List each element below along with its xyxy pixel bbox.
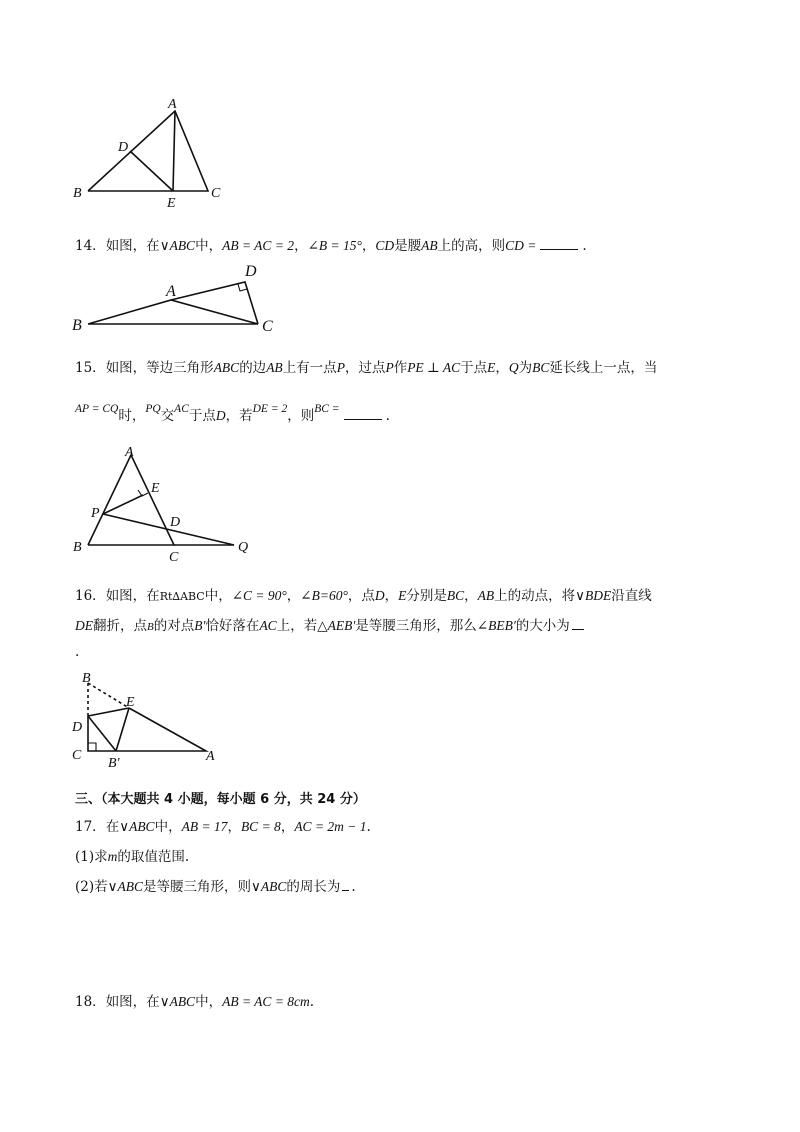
q17-abc3: ∨ABC [251, 879, 287, 894]
q14-end: . [582, 238, 587, 254]
q16-bde: ∨BDE [575, 588, 612, 603]
q16-text3: ，点 [347, 588, 375, 604]
q16-right-angle-mark [88, 743, 96, 751]
q18-number: 18． [75, 994, 106, 1010]
q16-ac: AC [259, 618, 277, 633]
q18-text2: 中， [195, 994, 223, 1010]
q15-pe: PE ⊥ AC [407, 360, 461, 375]
q15-pq: PQ [145, 403, 161, 415]
q14-sep1: ， [294, 238, 308, 254]
q16-label-b: B [82, 671, 91, 686]
q18-cond: AB = AC = 8cm [222, 994, 310, 1009]
q17-part1 [75, 845, 189, 865]
q13-triangle [88, 111, 208, 191]
q13-label-a: A [168, 97, 177, 112]
q16-text1: 如图，在 [105, 588, 160, 604]
q13-label-d: D [118, 140, 129, 155]
q16-angle: ∠BEB′ [476, 618, 516, 633]
q16-number: 16． [75, 588, 106, 604]
q16-text9: 恰好落在 [205, 618, 260, 634]
q16-de: DE [75, 618, 93, 633]
q14-label-c: C [262, 318, 273, 335]
q16-dashed-be [88, 683, 129, 708]
q15-segment-pq [103, 514, 234, 545]
q18-text [75, 990, 314, 1010]
q16-text12: 的大小为 [515, 618, 570, 634]
q16-text4: 分别是 [406, 588, 447, 604]
q15-end: . [385, 408, 390, 424]
q15-text12: ，则 [287, 408, 315, 424]
q13-altitude-ae [173, 111, 175, 191]
q15-ac: AC [174, 403, 189, 415]
q14-ab: AB [421, 238, 438, 253]
q15-p: P [336, 360, 345, 375]
q16-period: . [75, 644, 80, 660]
q15-label-q: Q [238, 540, 249, 555]
q15-shi: 时， [118, 408, 146, 424]
q14-sep2: ， [361, 238, 376, 254]
q17-part1-text: (1)求 [75, 849, 108, 865]
q16-period-line [75, 644, 79, 660]
q16-text5: 上的动点，将 [494, 588, 576, 604]
q14-answer-blank[interactable] [540, 237, 578, 250]
q17-part1b: 的取值范围. [117, 849, 190, 865]
q15-text11: ，若 [225, 408, 253, 424]
q15-label-b: B [73, 540, 82, 555]
q16-e: E [398, 588, 407, 603]
q18-abc: ∨ABC [159, 994, 196, 1009]
figure-q13 [68, 95, 228, 210]
q17-ab: AB = 17 [181, 819, 228, 834]
q14-triangle [88, 300, 258, 324]
q14-text [75, 234, 587, 254]
figure-q15 [68, 443, 268, 563]
q16-ab: AB [477, 588, 495, 603]
q18-end: . [309, 994, 315, 1010]
q16-sep1: ， [286, 588, 301, 604]
q16-segment-eb [116, 708, 129, 751]
q17-part2c: 的周长为 [286, 879, 341, 895]
q16-label-bprime: B′ [108, 756, 120, 768]
q15-ask: BC = [314, 403, 340, 415]
q17-text2: 中， [154, 819, 182, 835]
q17-end: . [366, 819, 371, 835]
q16-text6: 沿直线 [611, 588, 652, 604]
q17-part2b: 是等腰三角形，则 [143, 879, 252, 895]
q14-mid: 中， [195, 238, 223, 254]
q16-text2: 中， [204, 588, 232, 604]
q15-text9: 延长线上一点，当 [549, 360, 658, 376]
section3-title: 三、（本大题共 4 小题，每小题 6 分，共 24 分） [75, 792, 366, 807]
q15-q: Q [508, 360, 519, 375]
q15-text10: 于点 [188, 408, 216, 424]
q16-segment-db [88, 716, 116, 751]
q15-bc: BC [532, 360, 550, 375]
q14-label-b: B [72, 317, 82, 334]
q17-bc: BC = 8 [240, 819, 281, 834]
q16-b: B [147, 621, 154, 633]
q17-text [75, 815, 371, 835]
q17-part2-text: (2)若 [75, 879, 108, 895]
q14-number: 14． [75, 238, 106, 254]
q15-label-a: A [125, 445, 134, 460]
q16-answer-blank[interactable] [572, 617, 584, 630]
q17-sep1: ， [227, 819, 241, 835]
q16-sep2: ， [384, 588, 399, 604]
q14-cond2: ∠B = 15° [307, 238, 362, 253]
q15-label-p: P [91, 506, 100, 521]
q16-aeb: △AEB′ [317, 618, 356, 633]
q17-text1: 在 [105, 819, 120, 835]
q14-ask: CD = [505, 238, 537, 253]
q15-number: 15． [75, 360, 106, 376]
q15-p2: P [385, 360, 394, 375]
q16-text7: 翻折，点 [93, 618, 147, 634]
q16-bc: BC [446, 588, 465, 603]
q14-triangle: ∨ABC [159, 238, 196, 253]
q14-text2: 是腰 [394, 238, 422, 254]
q16-c90: ∠C = 90° [231, 588, 287, 603]
q16-text8: 的对点 [153, 618, 195, 634]
q16-label-e: E [126, 695, 135, 710]
q15-segment-pe [103, 495, 143, 514]
q15-right-angle-mark [138, 490, 148, 496]
q14-intro: 如图，在 [105, 238, 160, 254]
q15-ab: AB [266, 360, 283, 375]
q15-text4: ，过点 [344, 360, 386, 376]
q15-text6: 于点 [460, 360, 488, 376]
q17-ac: AC = 2m − 1 [294, 819, 367, 834]
q16-rt: Rt∆ABC [159, 590, 205, 603]
q16-text10: 上，若 [276, 618, 318, 634]
q17-number: 17． [75, 819, 106, 835]
q17-part2end: . [351, 879, 356, 895]
q13-label-b: B [73, 186, 82, 201]
q15-text-line1 [75, 356, 657, 376]
q17-abc2: ∨ABC [107, 879, 144, 894]
q15-text2: 的边 [239, 360, 267, 376]
q16-triangle [88, 708, 206, 751]
q17-part2 [75, 875, 356, 895]
q15-label-e: E [151, 481, 160, 496]
q17-sep2: ， [280, 819, 295, 835]
q14-text3: 上的高，则 [437, 238, 506, 254]
q16-text-line2 [75, 614, 586, 634]
figure-q16 [68, 668, 228, 768]
q16-text11: 是等腰三角形，那么 [355, 618, 477, 634]
q15-answer-blank[interactable] [344, 407, 382, 420]
q15-label-d: D [170, 515, 181, 530]
q15-cond: AP = CQ [75, 403, 119, 415]
q15-text3: 上有一点 [282, 360, 337, 376]
q18-text1: 如图，在 [105, 994, 160, 1010]
q15-de: DE = 2 [252, 403, 288, 415]
q16-text-line1 [75, 584, 652, 604]
figure-q14 [68, 258, 288, 338]
q16-sep3: ， [464, 588, 478, 604]
q15-abc: ABC [213, 360, 240, 375]
q14-cond1: AB = AC = 2 [222, 238, 295, 253]
q16-segment-de [88, 708, 129, 716]
q16-label-d: D [72, 720, 83, 735]
q16-label-c: C [72, 748, 82, 763]
q15-label-c: C [169, 550, 179, 563]
q13-segment-de [130, 151, 173, 191]
q13-label-e: E [167, 196, 176, 210]
q16-d: D [374, 588, 385, 603]
q14-label-a: A [166, 283, 176, 300]
q15-e: E [487, 360, 496, 375]
q15-text8: 为 [518, 360, 533, 376]
q15-text-line2 [75, 404, 390, 424]
q17-m: m [107, 849, 118, 864]
q17-abc: ∨ABC [119, 819, 155, 834]
q14-label-d: D [245, 263, 257, 280]
q15-text5: 作 [393, 360, 408, 376]
q17-answer-blank[interactable] [342, 878, 349, 891]
q14-cd: CD [375, 238, 395, 253]
q15-text1: 如图，等边三角形 [105, 360, 214, 376]
q15-text7: ， [495, 360, 509, 376]
q16-b60: ∠B=60° [300, 588, 348, 603]
q16-bp: B′ [194, 618, 206, 633]
q16-label-a: A [206, 749, 215, 764]
q15-jiao: 交 [160, 408, 175, 424]
q13-label-c: C [211, 186, 221, 201]
q15-d: D [215, 408, 226, 423]
